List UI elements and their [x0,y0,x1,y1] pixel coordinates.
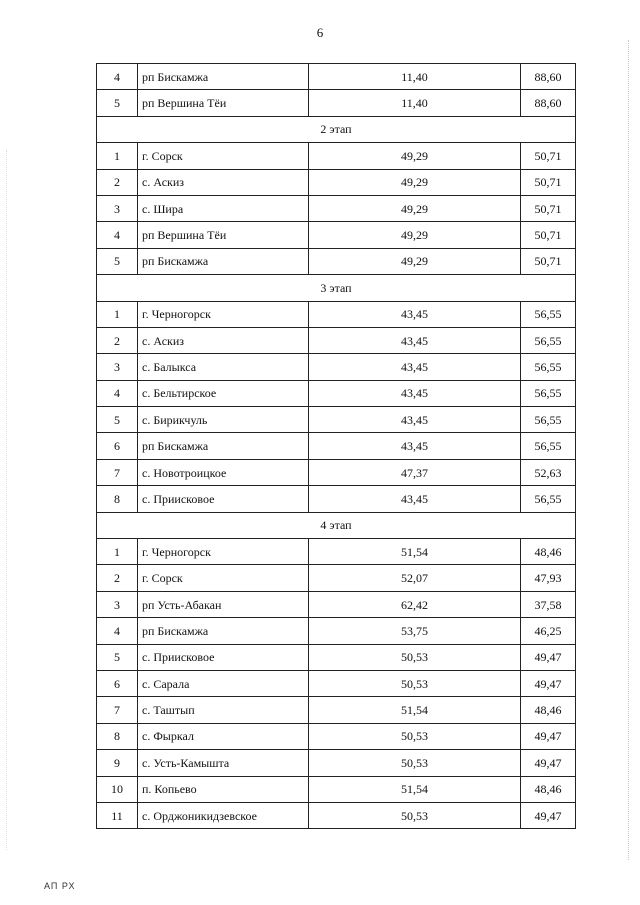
settlement-name: с. Аскиз [138,327,309,353]
share-value-1: 43,45 [309,327,521,353]
settlement-name: рп Бискамжа [138,433,309,459]
share-value-2: 88,60 [521,64,576,90]
settlement-name: с. Фыркал [138,723,309,749]
settlement-name: с. Аскиз [138,169,309,195]
table-row [97,433,576,459]
settlement-name: рп Вершина Тёи [138,90,309,116]
table-row [97,697,576,723]
stage-header-row [97,116,576,142]
share-value-1: 51,54 [309,697,521,723]
share-value-1: 49,29 [309,222,521,248]
settlement-name: рп Усть-Абакан [138,591,309,617]
settlement-name: г. Сорск [138,565,309,591]
share-value-2: 56,55 [521,354,576,380]
share-value-1: 49,29 [309,248,521,274]
share-value-2: 56,55 [521,301,576,327]
row-number: 4 [97,380,138,406]
row-number: 3 [97,591,138,617]
share-value-2: 50,71 [521,248,576,274]
share-value-1: 49,29 [309,143,521,169]
share-value-1: 62,42 [309,591,521,617]
share-value-1: 43,45 [309,301,521,327]
scan-edge-left [6,150,8,850]
share-value-2: 48,46 [521,539,576,565]
row-number: 8 [97,723,138,749]
share-value-1: 11,40 [309,64,521,90]
table-row [97,670,576,696]
row-number: 2 [97,327,138,353]
share-value-1: 43,45 [309,433,521,459]
stage-label: 3 этап [97,275,576,301]
table-row [97,380,576,406]
table-row [97,248,576,274]
table-row [97,301,576,327]
share-value-1: 51,54 [309,539,521,565]
share-value-2: 37,58 [521,591,576,617]
share-value-1: 49,29 [309,169,521,195]
settlement-name: рп Бискамжа [138,618,309,644]
share-value-2: 49,47 [521,750,576,776]
settlement-name: с. Сарала [138,670,309,696]
share-value-1: 11,40 [309,90,521,116]
table-row [97,644,576,670]
table-row [97,354,576,380]
row-number: 5 [97,644,138,670]
share-value-2: 47,93 [521,565,576,591]
row-number: 10 [97,776,138,802]
share-value-2: 56,55 [521,380,576,406]
settlement-name: с. Новотроицкое [138,459,309,485]
tariff-share-table [96,63,576,829]
share-value-1: 50,53 [309,723,521,749]
row-number: 3 [97,195,138,221]
row-number: 1 [97,539,138,565]
share-value-1: 43,45 [309,354,521,380]
table-row [97,222,576,248]
table-row [97,327,576,353]
table-row [97,90,576,116]
share-value-2: 48,46 [521,697,576,723]
row-number: 7 [97,459,138,485]
stage-header-row [97,512,576,538]
share-value-1: 53,75 [309,618,521,644]
table-body [97,64,576,829]
row-number: 2 [97,565,138,591]
share-value-1: 43,45 [309,380,521,406]
row-number: 4 [97,222,138,248]
share-value-1: 49,29 [309,195,521,221]
share-value-1: 50,53 [309,750,521,776]
table-row [97,195,576,221]
stage-label: 4 этап [97,512,576,538]
row-number: 9 [97,750,138,776]
table-row [97,750,576,776]
share-value-2: 56,55 [521,486,576,512]
table-row [97,539,576,565]
table-row [97,64,576,90]
table-row [97,486,576,512]
share-value-2: 46,25 [521,618,576,644]
share-value-2: 50,71 [521,222,576,248]
row-number: 5 [97,248,138,274]
table-row [97,169,576,195]
row-number: 2 [97,169,138,195]
share-value-1: 43,45 [309,486,521,512]
footer-mark: АП РХ [44,881,76,891]
table-row [97,591,576,617]
settlement-name: г. Черногорск [138,301,309,327]
share-value-2: 56,55 [521,433,576,459]
table-row [97,776,576,802]
share-value-2: 56,55 [521,327,576,353]
table-row [97,802,576,828]
table-row [97,723,576,749]
share-value-1: 52,07 [309,565,521,591]
share-value-2: 50,71 [521,143,576,169]
settlement-name: с. Шира [138,195,309,221]
row-number: 1 [97,301,138,327]
settlement-name: рп Вершина Тёи [138,222,309,248]
share-value-1: 47,37 [309,459,521,485]
share-value-1: 50,53 [309,644,521,670]
share-value-2: 49,47 [521,670,576,696]
share-value-2: 49,47 [521,723,576,749]
share-value-2: 50,71 [521,195,576,221]
share-value-2: 49,47 [521,644,576,670]
settlement-name: с. Бельтирское [138,380,309,406]
scan-edge-right [628,40,630,860]
share-value-2: 48,46 [521,776,576,802]
settlement-name: г. Черногорск [138,539,309,565]
settlement-name: с. Приисковое [138,644,309,670]
table-row [97,143,576,169]
settlement-name: с. Таштып [138,697,309,723]
row-number: 7 [97,697,138,723]
stage-header-row [97,275,576,301]
share-value-1: 50,53 [309,802,521,828]
row-number: 5 [97,90,138,116]
settlement-name: рп Бискамжа [138,248,309,274]
share-value-1: 50,53 [309,670,521,696]
settlement-name: с. Бирикчуль [138,407,309,433]
table-row [97,565,576,591]
settlement-name: с. Усть-Камышта [138,750,309,776]
share-value-2: 49,47 [521,802,576,828]
row-number: 3 [97,354,138,380]
row-number: 5 [97,407,138,433]
table-row [97,407,576,433]
row-number: 11 [97,802,138,828]
table-row [97,618,576,644]
settlement-name: рп Бискамжа [138,64,309,90]
stage-label: 2 этап [97,116,576,142]
share-value-1: 43,45 [309,407,521,433]
share-value-2: 52,63 [521,459,576,485]
row-number: 6 [97,670,138,696]
share-value-2: 88,60 [521,90,576,116]
share-value-1: 51,54 [309,776,521,802]
row-number: 4 [97,618,138,644]
settlement-name: г. Сорск [138,143,309,169]
page-number: 6 [316,25,324,40]
table-row [97,459,576,485]
settlement-name: с. Балыкса [138,354,309,380]
share-value-2: 56,55 [521,407,576,433]
row-number: 1 [97,143,138,169]
share-value-2: 50,71 [521,169,576,195]
row-number: 8 [97,486,138,512]
settlement-name: с. Орджоникидзевское [138,802,309,828]
row-number: 6 [97,433,138,459]
settlement-name: п. Копьево [138,776,309,802]
settlement-name: с. Приисковое [138,486,309,512]
row-number: 4 [97,64,138,90]
